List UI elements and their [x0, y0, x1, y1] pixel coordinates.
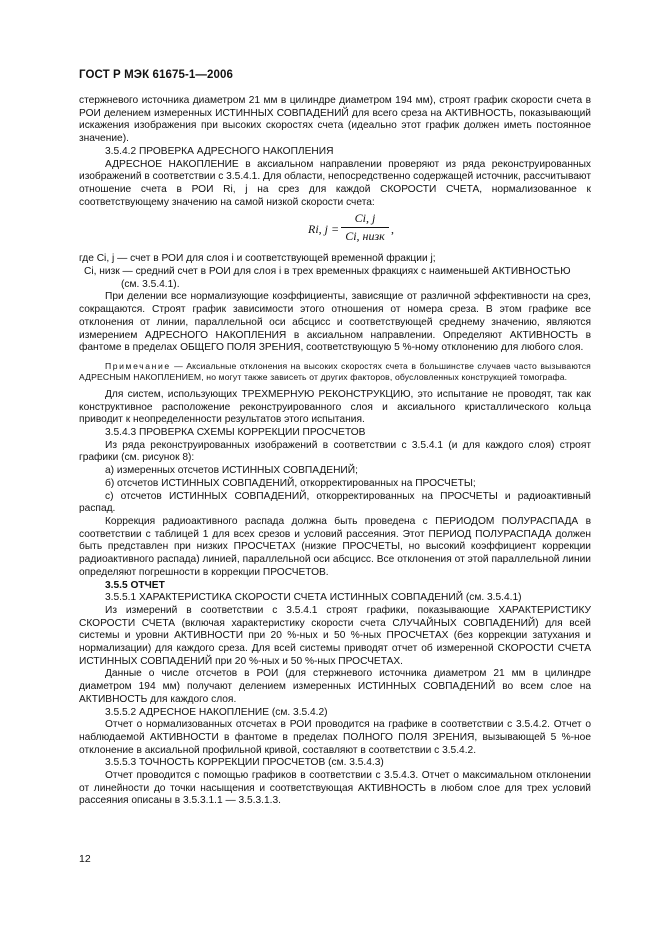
list-item: с) отсчетов ИСТИННЫХ СОВПАДЕНИЙ, откорректированных на ПРОСЧЕТЫ и радиоактивный распад. — [79, 490, 591, 515]
paragraph: При делении все нормализующие коэффициенты, зависящие от различной эффективности на срез, сокращаются. Строят график зависимости этого отношения от номера среза. В этом графике все отклонения от линии, параллельной оси абсцисс и соответствующей среднему значению, являются измерением АДРЕСНОГО НАКОПЛЕНИЯ в аксиальном направлении. Определяют АКТИВНОСТЬ в фантоме в пределах ОБЩЕГО ПОЛЯ ЗРЕНИЯ, соответствующую 5 %-ному отклонению для любого слоя. — [79, 291, 591, 354]
page-number: 12 — [79, 853, 91, 865]
formula-denominator: Ci, низк — [345, 229, 385, 244]
formula-comma: , — [391, 222, 394, 237]
paragraph: Из ряда реконструированных изображений в соответствии с 3.5.4.1 (и для каждого слоя) строят графики (см. рисунок 8): — [79, 439, 591, 464]
section-heading-3-5-5-1: 3.5.5.1 ХАРАКТЕРИСТИКА СКОРОСТИ СЧЕТА ИСТИННЫХ СОВПАДЕНИЙ (см. 3.5.4.1) — [105, 592, 522, 604]
formula-lhs: Ri, j = — [308, 222, 340, 237]
list-item: б) отсчетов ИСТИННЫХ СОВПАДЕНИЙ, откорректированных на ПРОСЧЕТЫ; — [105, 477, 476, 489]
paragraph: Отчет проводится с помощью графиков в соответствии с 3.5.4.3. Отчет о максимальном отклонении от линейности до точки насыщения и соответствующая АКТИВНОСТЬ в любом слое для трех условий рассеяния описаны в 3.5.3.1.1 — 3.5.3.1.3. — [79, 770, 591, 807]
section-heading-3-5-4-3: 3.5.4.3 ПРОВЕРКА СХЕМЫ КОРРЕКЦИИ ПРОСЧЕТОВ — [105, 427, 366, 439]
list-item: а) измеренных отсчетов ИСТИННЫХ СОВПАДЕНИЙ; — [105, 465, 358, 477]
section-heading-3-5-5: 3.5.5 ОТЧЕТ — [105, 579, 165, 591]
note — [79, 361, 591, 383]
paragraph: Коррекция радиоактивного распада должна быть проведена с ПЕРИОДОМ ПОЛУРАСПАДА в соответствии с таблицей 1 для всех срезов и условий рассеяния. Этот ПЕРИОД ПОЛУРАСПАДА должен быть представлен при низких ПРОСЧЕТАХ (низкие ПРОСЧЕТЫ, но высокий коэффициент коррекции радиоактивного распада) линией, параллельной оси абсцисс. Все отклонения от этой параллельной линии определяют погрешности в коррекции ПРОСЧЕТОВ. — [79, 515, 591, 578]
paragraph: Данные о числе отсчетов в РОИ (для стержневого источника диаметром 21 мм в цилиндре диаметром 194 мм) получают делением измеренных ИСТИННЫХ СОВПАДЕНИЙ во всем слое на АКТИВНОСТЬ для каждого слоя. — [79, 668, 591, 705]
note-label: Примечание — [105, 360, 171, 371]
definitions — [79, 253, 591, 291]
paragraph: Для систем, использующих ТРЕХМЕРНУЮ РЕКОНСТРУКЦИЮ, это испытание не проводят, так как конструктивное расположение реконструированного слоя и аксиального кристаллического кольца приводит к неопределенности результатов этого испытания. — [79, 388, 591, 426]
paragraph: Из измерений в соответствии с 3.5.4.1 строят графики, показывающие ХАРАКТЕРИСТИКУ СКОРОСТИ СЧЕТА (включая характеристику скорости счета СЛУЧАЙНЫХ СОВПАДЕНИЙ) для всей системы и уровни АКТИВНОСТИ при 20 %-ных и 50 %-ных ПРОСЧЕТАХ (без коррекции затухания и нормализации) для каждого среза. Для всей системы приводят отчет об измеренной СКОРОСТИ СЧЕТА ИСТИННЫХ СОВПАДЕНИЙ при 20 %-ных и 50 %-ных ПРОСЧЕТАХ. — [79, 604, 591, 667]
formula-numerator: Ci, j — [341, 212, 389, 228]
formula — [79, 211, 591, 251]
document-body — [79, 95, 591, 808]
paragraph: АДРЕСНОЕ НАКОПЛЕНИЕ в аксиальном направлении проверяют из ряда реконструированных изображений в соответствии с 3.5.4.1. Для области, непосредственно содержащей источник, рассчитывают отношение счета в РОИ Ri, j на срез для каждой СКОРОСТИ СЧЕТА, нормализованное к соответствующему значению на самой низкой скорости счета: — [79, 158, 591, 208]
section-heading-3-5-5-2: 3.5.5.2 АДРЕСНОЕ НАКОПЛЕНИЕ (см. 3.5.4.2) — [105, 706, 328, 718]
section-heading-3-5-4-2: 3.5.4.2 ПРОВЕРКА АДРЕСНОГО НАКОПЛЕНИЯ — [105, 145, 334, 157]
definition-item: где Ci, j — счет в РОИ для слоя i и соответствующей временной фракции j; — [79, 253, 436, 265]
formula-fraction — [341, 212, 389, 242]
definition-item: Ci, низк — средний счет в РОИ для слоя i в трех временных фракциях с наименьшей АКТИВНОСТЬЮ (см. 3.5.4.1). — [84, 266, 571, 290]
document-header: ГОСТ Р МЭК 61675-1—2006 — [79, 69, 233, 81]
section-heading-3-5-5-3: 3.5.5.3 ТОЧНОСТЬ КОРРЕКЦИИ ПРОСЧЕТОВ (см. 3.5.4.3) — [105, 757, 384, 769]
note-text: — Аксиальные отклонения на высоких скоростях счета в большинстве случаев часто вызываются АДРЕСНЫМ НАКОПЛЕНИЕМ, но могут также зависеть от других факторов, обусловленных конструкцией томографа. — [79, 360, 591, 382]
paragraph: Отчет о нормализованных отсчетах в РОИ проводится на графике в соответствии с 3.5.4.2. Отчет о наблюдаемой АКТИВНОСТИ в фантоме в пределах ПОЛНОГО ПОЛЯ ЗРЕНИЯ, вызывающей 5 %-ное отклонение в аксиальной профильной кривой, составляют в соответствии с 3.5.4.2. — [79, 719, 591, 756]
paragraph: стержневого источника диаметром 21 мм в цилиндре диаметром 194 мм), строят график скорости счета в РОИ делением измеренных ИСТИННЫХ СОВПАДЕНИЙ для всего среза на АКТИВНОСТЬ, показывающий искажения изображения при высоких скоростях счета (идеально этот график должен иметь постоянное значение). — [79, 95, 591, 145]
